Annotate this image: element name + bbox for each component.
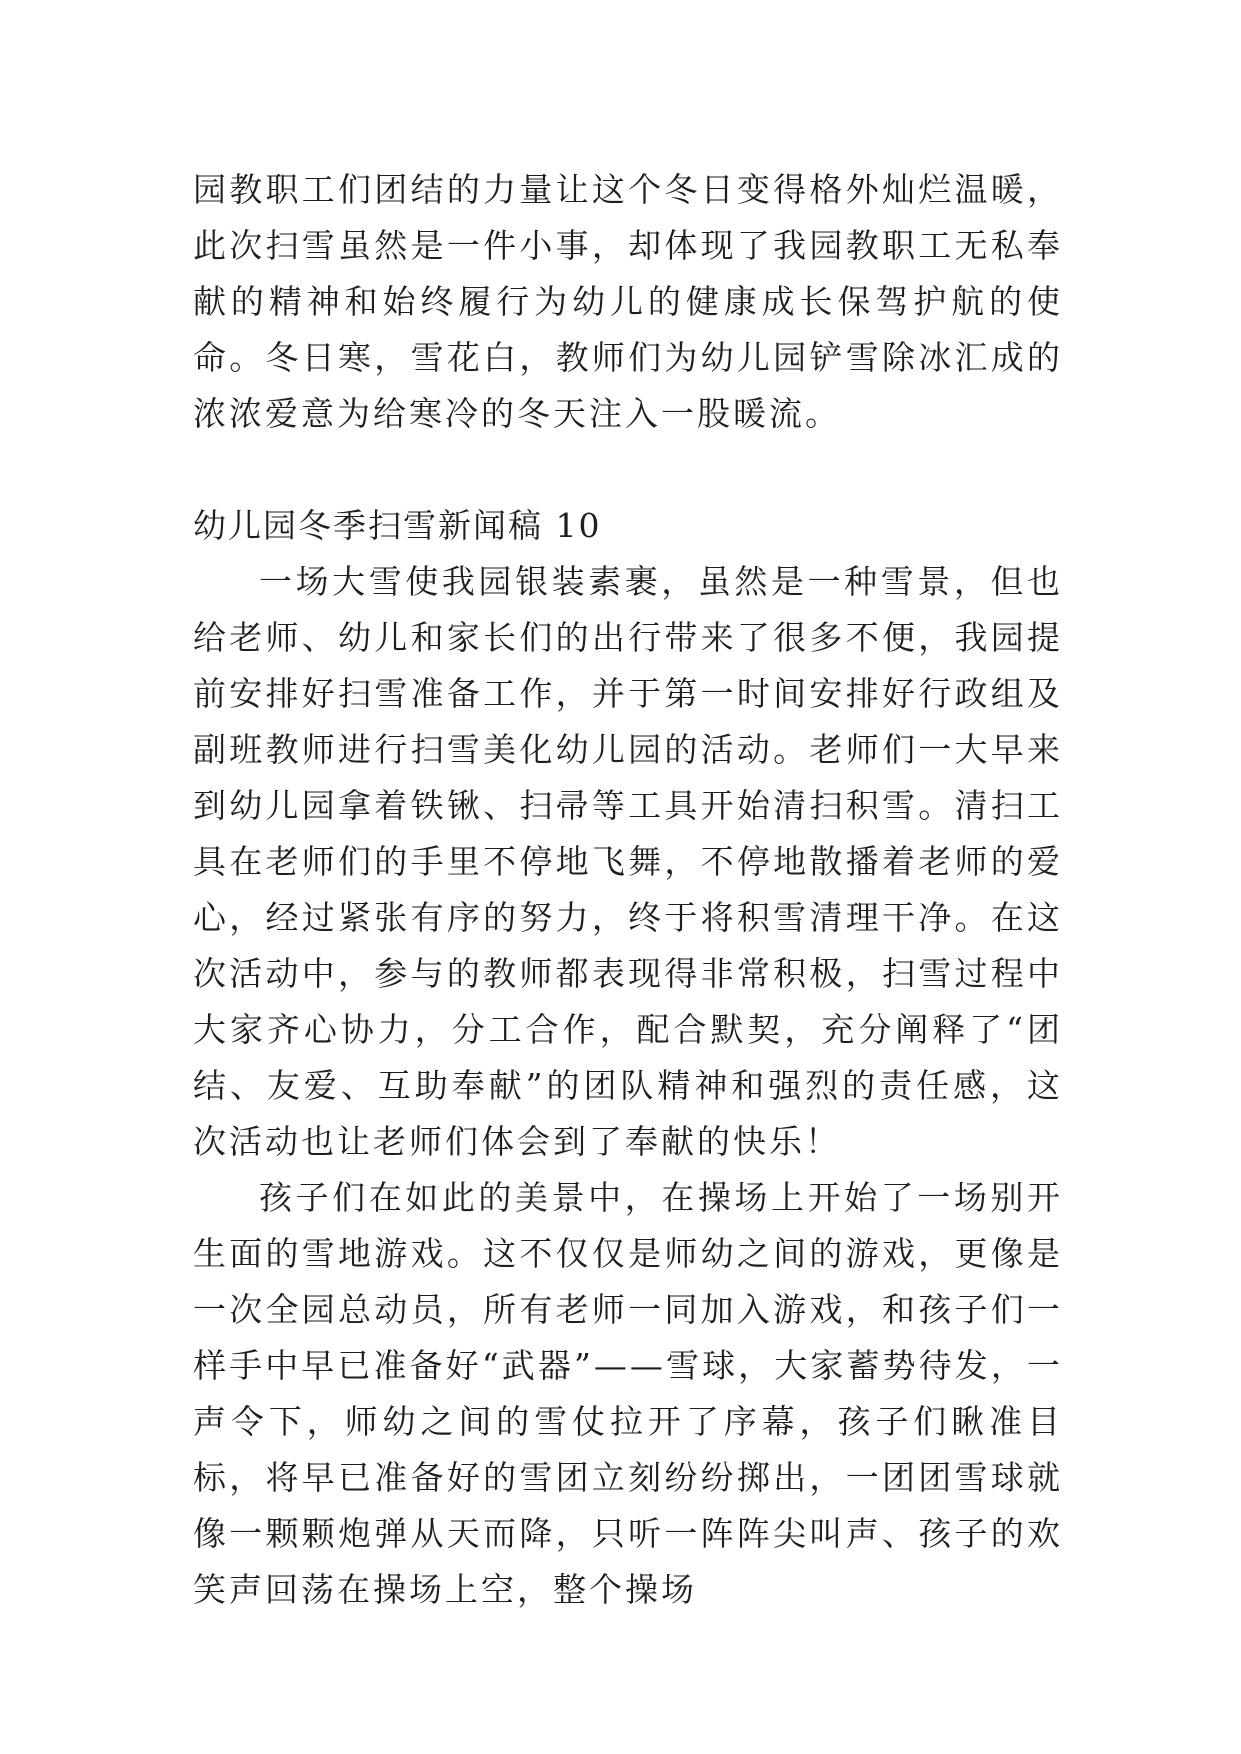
- continuation-paragraph: 园教职工们团结的力量让这个冬日变得格外灿烂温暖，此次扫雪虽然是一件小事，却体现了我园教职工无私奉献的精神和始终履行为幼儿的健康成长保驾护航的使命。冬日寒，雪花白，教师们为幼儿园铲雪除冰汇成的浓浓爱意为给寒冷的冬天注入一股暖流。: [193, 170, 1063, 433]
- section-title: 幼儿园冬季扫雪新闻稿 10: [193, 506, 602, 545]
- body-paragraph: 孩子们在如此的美景中，在操场上开始了一场别开生面的雪地游戏。这不仅仅是师幼之间的游戏，更像是一次全园总动员，所有老师一同加入游戏，和孩子们一样手中早已准备好“武器”——雪球，大家蓄势待发，一声令下，师幼之间的雪仗拉开了序幕，孩子们瞅准目标，将早已准备好的雪团立刻纷纷掷出，一团团雪球就像一颗颗炮弹从天而降，只听一阵阵尖叫声、孩子的欢笑声回荡在操场上空，整个操场: [193, 1178, 1063, 1609]
- document-body: [193, 162, 1063, 1618]
- body-paragraph: 一场大雪使我园银装素裹，虽然是一种雪景，但也给老师、幼儿和家长们的出行带来了很多不便，我园提前安排好扫雪准备工作，并于第一时间安排好行政组及副班教师进行扫雪美化幼儿园的活动。老师们一大早来到幼儿园拿着铁锹、扫帚等工具开始清扫积雪。清扫工具在老师们的手里不停地飞舞，不停地散播着老师的爱心，经过紧张有序的努力，终于将积雪清理干净。在这次活动中，参与的教师都表现得非常积极，扫雪过程中大家齐心协力，分工合作，配合默契，充分阐释了“团结、友爱、互助奉献”的团队精神和强烈的责任感，这次活动也让老师们体会到了奉献的快乐！: [193, 562, 1063, 1161]
